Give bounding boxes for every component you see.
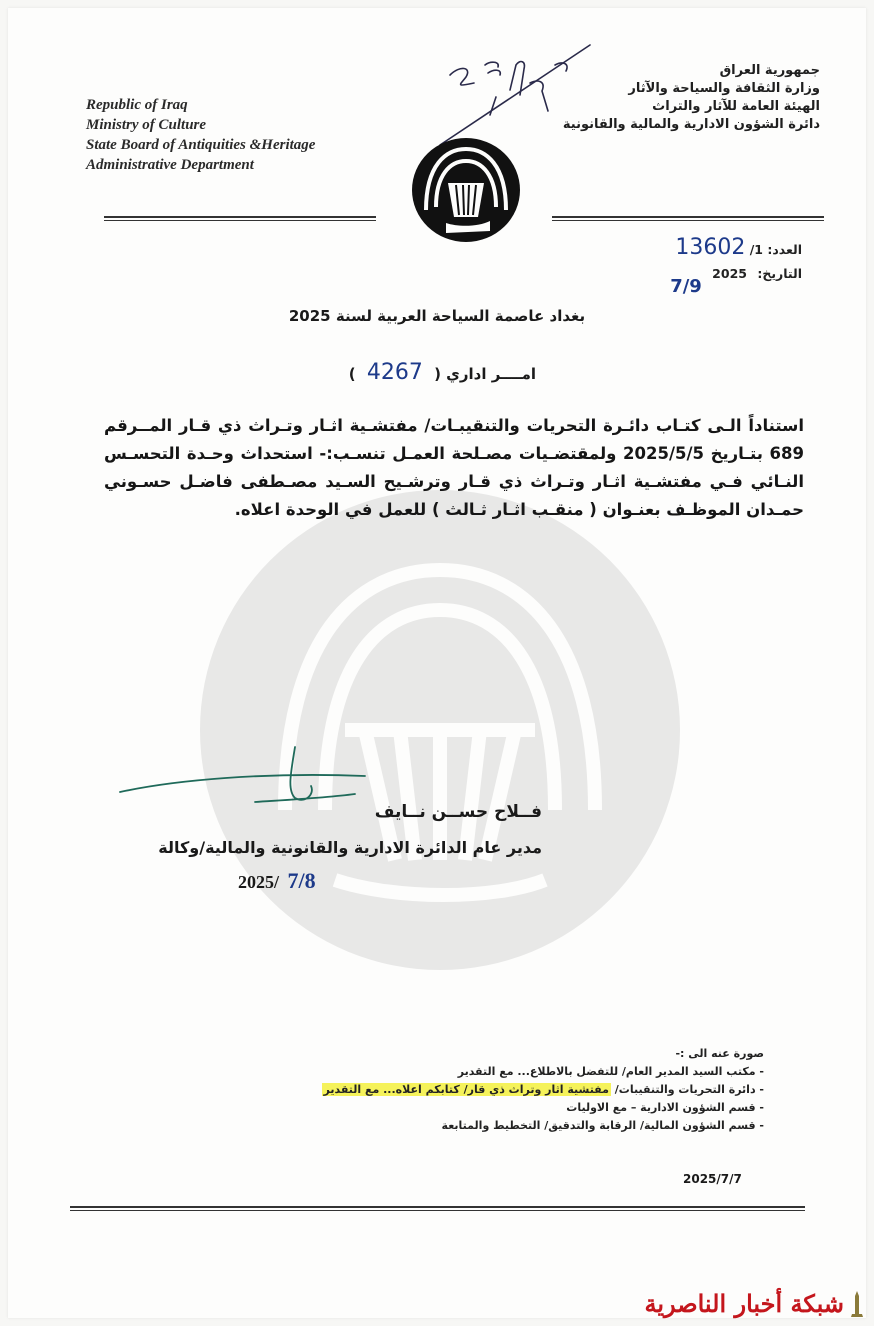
arabic-line: دائرة الشؤون الادارية والمالية والقانونية	[562, 117, 820, 132]
order-number-handwritten: 4267	[366, 360, 423, 385]
minaret-icon	[848, 1290, 866, 1318]
footer-rule	[70, 1206, 805, 1211]
reference-number	[675, 235, 802, 260]
signatory-name: فــلاح حســن نــايف	[374, 802, 542, 822]
brand-text: شبكة أخبار الناصرية	[644, 1289, 844, 1318]
signature-date-handwritten: 7/8	[287, 868, 316, 893]
number-prefix: 1/	[749, 242, 763, 257]
header-rule-right	[552, 216, 824, 221]
copy-item	[322, 1081, 765, 1099]
arabic-line: الهيئة العامة للآثار والتراث	[652, 99, 820, 114]
header-rule-left	[104, 216, 376, 221]
administrative-order	[349, 360, 536, 385]
copies-list	[322, 1045, 765, 1135]
copy-item: - قسم الشؤون المالية/ الرقابة والتدقيق/ التخطيط والمتابعة	[441, 1119, 764, 1132]
number-label: العدد:	[767, 242, 802, 257]
ministry-logo	[408, 135, 524, 245]
watermark-brand	[644, 1289, 866, 1318]
order-body: استناداً الـى كتـاب دائـرة التحريات والتنقيبـات/ مفتشـية اثـار وتـراث ذي قـار المــرقم 689 بتـاريخ 2025/5/5 ولمقتضـيات مصـلحة العمـل تنسـب:- استحداث وحـدة التحسـس النـائي فـي مفتشـية اثـار وتـراث ذي قـار وترشـيح السـيد مصـطفى فاضـل حسـوني حمـدان الموظـف بعنـوان ( منقـب اثـار ثـالث ) للعمل في الوحدة اعلاه.	[104, 416, 804, 519]
footer-date: 2025/7/7	[683, 1172, 742, 1186]
copies-heading: صورة عنه الى :-	[675, 1047, 764, 1060]
document-slogan: بغداد عاصمة السياحة العربية لسنة 2025	[288, 307, 586, 325]
signature-mark	[115, 742, 375, 812]
reference-date	[670, 262, 802, 297]
arabic-line: وزارة الثقافة والسياحة والآثار	[628, 81, 820, 96]
number-handwritten: 13602	[675, 235, 746, 260]
date-handwritten: 7/9	[670, 276, 702, 297]
copy-item-text: - دائرة التحريات والتنقيبات/	[614, 1083, 764, 1096]
english-line: Administrative Department	[86, 157, 254, 173]
arabic-line: جمهورية العراق	[719, 63, 820, 78]
date-year: 2025	[712, 266, 747, 281]
date-label: التاريخ:	[757, 266, 802, 281]
emblem-watermark	[195, 480, 685, 980]
english-line: Ministry of Culture	[86, 117, 207, 133]
english-line: State Board of Antiquities &Heritage	[86, 137, 316, 153]
copy-item: - مكتب السيد المدير العام/ للتفضل بالاطلاع... مع التقدير	[457, 1065, 764, 1078]
signatory-title: مدير عام الدائرة الادارية والقانونية والمالية/وكالة	[158, 838, 542, 857]
highlighted-text: مفتشية اثار وتراث ذي قار/ كتابكم اعلاه... مع التقدير	[323, 1083, 609, 1096]
english-letterhead	[86, 95, 315, 175]
order-label: امــــر اداري (	[434, 365, 536, 383]
copy-item: - قسم الشؤون الادارية – مع الاوليات	[566, 1101, 764, 1114]
signature-date-year: 2025/	[238, 872, 280, 892]
signature-date	[238, 868, 316, 894]
order-close: )	[348, 365, 356, 383]
english-line: Republic of Iraq	[86, 97, 188, 113]
